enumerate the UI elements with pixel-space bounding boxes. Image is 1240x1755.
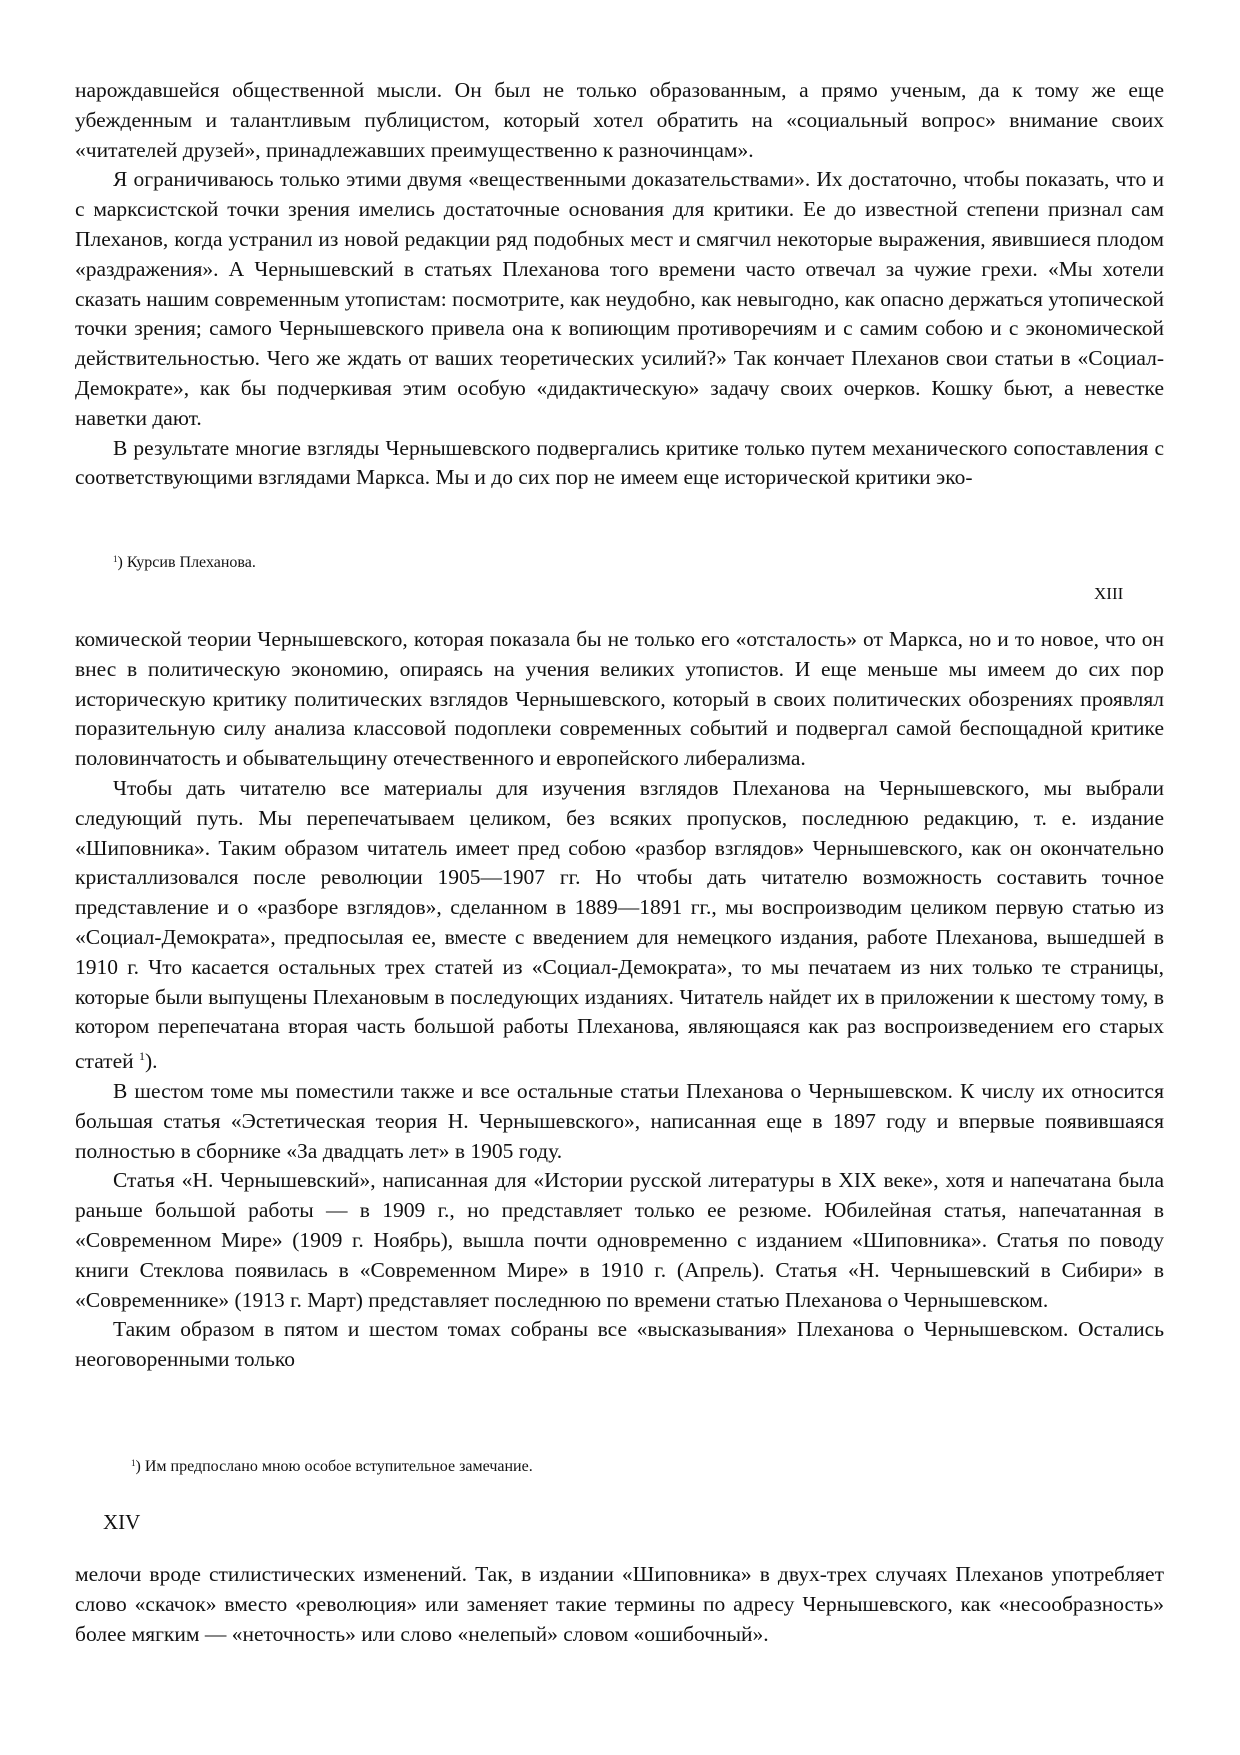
paragraph: мелочи вроде стилистических изменений. Так, в издании «Шиповника» в двух-трех случаях Плеханов употребляет слово «скачок» вместо «революция» или заменяет такие термины по адресу Чернышевского, как «несообразность» более мягким — «неточность» или слово «нелепый» словом «ошибочный». [75,1562,1164,1646]
paragraph: Я ограничиваюсь только этими двумя «вещественными доказательствами». Их достаточно, чтобы показать, что и с марксистской точки зрения имелись достаточные основания для критики. Ее до известной степени признал сам Плеханов, когда устранил из новой редакции ряд подобных мест и смягчил некоторые выражения, явившиеся плодом «раздражения». А Чернышевский в статьях Плеханова того времени часто отвечал за чужие грехи. «Мы хотели сказать нашим современным утопистам: посмотрите, как неудобно, как невыгодно, как опасно держаться утопической точки зрения; самого Чернышевского привела она к вопиющим противоречиям и с самим собою и с экономической действительностью. Чего же ждать от ваших теоретических усилий?» Так кончает Плеханов свои статьи в «Социал-Демократе», как бы подчеркивая этим особую «дидактическую» задачу своих очерков. Кошку бьют, а невестке наветки дают. [75,167,1164,430]
paragraph-end: ). [145,1049,158,1074]
text-block-1 [75,76,1164,493]
paragraph-text: Чтобы дать читателю все материалы для изучения взглядов Плеханова на Чернышевского, мы выбрали следующий путь. Мы перепечатываем целиком, без всяких пропусков, последнюю редакцию, т. е. издание «Шиповника». Таким образом читатель имеет пред собою «разбор взглядов» Чернышевского, как он окончательно кристаллизовался после революции 1905—1907 гг. Но чтобы дать читателю возможность составить точное представление и о «разборе взглядов», сделанном в 1889—1891 гг., мы воспроизводим целиком первую статью из «Социал-Демократа», предпосылая ее, вместе с введением для немецкого издания, работе Плеханова, вышедшей в 1910 г. Что касается остальных трех статей из «Социал-Демократа», то мы печатаем из них только те страницы, которые были выпущены Плехановым в последующих изданиях. Читатель найдет их в приложении к шестому тому, в котором перепечатана вторая часть большой работы Плеханова, являющаяся как раз воспроизведением его старых статей [75,775,1164,1074]
paragraph: В шестом томе мы поместили также и все остальные статьи Плеханова о Чернышевском. К числу их относится большая статья «Эстетическая теория Н. Чернышевского», написанная еще в 1897 году и впервые появившаяся полностью в сборнике «За двадцать лет» в 1905 году. [75,1078,1164,1163]
paragraph [75,774,1164,1077]
footnote-text: ) Им предпослано мною особое вступительное замечание. [135,1458,533,1475]
paragraph: комической теории Чернышевского, которая показала бы не только его «отсталость» от Маркса, но и то новое, что он внес в политическую экономию, опираясь на учения великих утопистов. И еще меньше мы имеем до сих пор историческую критику политических взглядов Чернышевского, который в своих политических обозрениях проявлял поразительную силу анализа классовой подоплеки современных событий и подвергал самой беспощадной критике половинчатость и обывательщину отечественного и европейского либерализма. [75,627,1164,771]
text-block-2 [75,625,1164,1375]
paragraph: В результате многие взгляды Чернышевского подвергались критике только путем механического сопоставления с соответствующими взглядами Маркса. Мы и до сих пор не имеем еще исторической критики эко- [75,435,1164,490]
text-block-3 [75,1560,1164,1649]
footnote-mark: 1 [113,554,118,564]
footnote-text: ) Курсив Плеханова. [117,554,256,571]
paragraph: Статья «Н. Чернышевский», написанная для «Истории русской литературы в XIX веке», хотя и напечатана была раньше большой работы — в 1909 г., но представляет только ее резюме. Юбилейная статья, напечатанная в «Современном Мире» (1909 г. Ноябрь), вышла почти одновременно с изданием «Шиповника». Статья по поводу книги Стеклова появилась в «Современном Мире» в 1910 г. (Апрель). Статья «Н. Чернышевский в Сибири» в «Современнике» (1913 г. Март) представляет последнюю по времени статью Плеханова о Чернышевском. [75,1168,1164,1312]
paragraph: Таким образом в пятом и шестом томах собраны все «высказывания» Плеханова о Чернышевском. Остались неоговоренными только [75,1317,1164,1372]
footnote [113,549,256,573]
paragraph: нарождавшейся общественной мысли. Он был не только образованным, а прямо ученым, да к тому же еще убежденным и талантливым публицистом, который хотел обратить на «социальный вопрос» внимание своих «читателей друзей», принадлежавших преимущественно к разночинцам». [75,78,1164,162]
page-number: XIII [1094,584,1124,603]
footnote-reference: 1 [139,1049,146,1064]
footnote [131,1453,533,1477]
page-number: XIV [103,1510,141,1534]
footnote-mark: 1 [131,1458,136,1468]
